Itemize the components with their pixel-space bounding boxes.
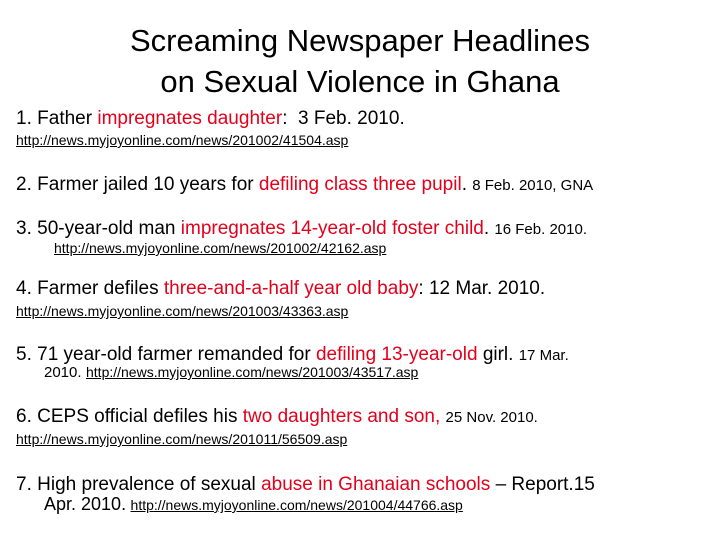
headline-date: 25 Nov. 2010. — [445, 409, 538, 426]
headline-highlight: abuse in Ghanaian schools — [261, 474, 491, 495]
headline-highlight: impregnates daughter — [97, 108, 283, 129]
headline-punct: girl. — [482, 344, 514, 365]
headline-text: Father — [37, 108, 93, 129]
headline-highlight: two daughters and son — [242, 406, 435, 427]
headline-date: 3 Feb. 2010. — [298, 108, 405, 129]
headline-date-cont: Apr. 2010. — [44, 494, 127, 514]
item-number: 1. — [16, 108, 32, 129]
source-link[interactable]: http://news.myjoyonline.com/news/201004/44766.asp — [130, 497, 463, 513]
headline-highlight: impregnates 14-year-old foster child — [180, 218, 484, 239]
headline-punct: : — [418, 278, 424, 299]
headline-highlight: defiling 13-year-old — [315, 344, 478, 365]
headline-date: 8 Feb. 2010, GNA — [472, 177, 594, 194]
item-number: 3. — [16, 218, 32, 239]
headline-item-6 — [16, 406, 538, 449]
headline-item-7 — [16, 474, 595, 515]
item-number: 2. — [16, 174, 32, 195]
headline-date: 15 — [573, 474, 595, 495]
item-number: 4. — [16, 278, 32, 299]
headline-item-4 — [16, 278, 545, 321]
headline-punct: . — [483, 218, 490, 239]
title-line-2: on Sexual Violence in Ghana — [160, 64, 560, 99]
headline-date-cont: 2010. — [44, 364, 82, 381]
source-link[interactable]: http://news.myjoyonline.com/news/201002/42162.asp — [54, 240, 387, 256]
headline-text: 50-year-old man — [37, 218, 176, 239]
headline-date: 16 Feb. 2010. — [494, 221, 587, 238]
title-line-1: Screaming Newspaper Headlines — [129, 23, 591, 58]
item-number: 7. — [16, 474, 32, 495]
item-number: 5. — [16, 344, 32, 365]
headline-item-3 — [16, 218, 587, 258]
slide-title — [0, 20, 720, 102]
headline-punct: : — [282, 108, 288, 129]
headline-text: High prevalence of sexual — [37, 474, 256, 495]
headline-item-1 — [16, 108, 405, 150]
headline-text: 71 year-old farmer remanded for — [37, 344, 311, 365]
headline-item-2 — [16, 174, 593, 196]
headline-highlight: three-and-a-half year old baby — [163, 278, 419, 299]
headline-text: Farmer jailed 10 years for — [37, 174, 254, 195]
source-link[interactable]: http://news.myjoyonline.com/news/201011/56509.asp — [16, 431, 348, 447]
headline-item-5 — [16, 344, 569, 382]
item-number: 6. — [16, 406, 32, 427]
headline-punct: – Report. — [495, 474, 574, 495]
source-link[interactable]: http://news.myjoyonline.com/news/201003/43363.asp — [16, 303, 349, 319]
headline-text: Farmer defiles — [37, 278, 159, 299]
source-link[interactable]: http://news.myjoyonline.com/news/201002/41504.asp — [16, 132, 349, 148]
headline-punct: , — [434, 406, 441, 427]
headline-date: 17 Mar. — [518, 347, 569, 364]
headline-text: CEPS official defiles his — [37, 406, 238, 427]
source-link[interactable]: http://news.myjoyonline.com/news/201003/43517.asp — [86, 364, 419, 380]
headline-punct: . — [461, 174, 467, 195]
headline-highlight: defiling class three pupil — [258, 174, 462, 195]
headline-date: 12 Mar. 2010. — [428, 278, 546, 299]
